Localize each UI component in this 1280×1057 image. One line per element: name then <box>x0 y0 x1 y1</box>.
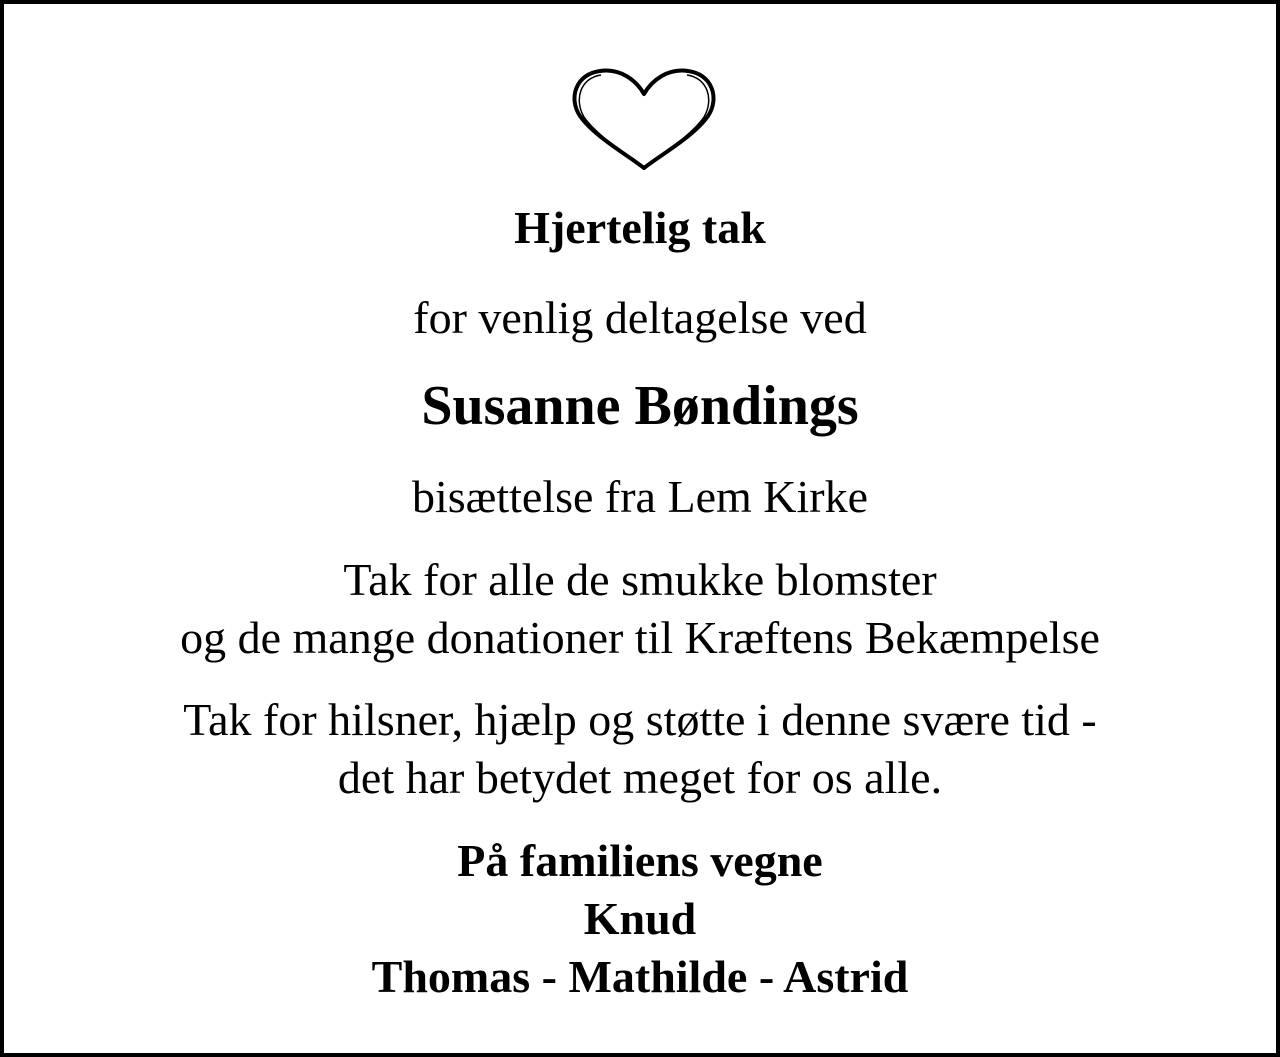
heart-icon <box>570 64 718 176</box>
flowers-line-1: Tak for alle de smukke blomster <box>343 554 937 605</box>
signature-line-2: Knud <box>583 893 697 944</box>
support-line-1: Tak for hilsner, hjælp og støtte i denne svære tid - <box>183 694 1097 745</box>
support-line-2: det har betydet meget for os alle. <box>337 752 943 803</box>
signature-line-1: På familiens vegne <box>457 835 823 886</box>
ceremony-line: bisættelse fra Lem Kirke <box>411 471 869 522</box>
deceased-name: Susanne Bøndings <box>421 375 859 437</box>
notice-subtitle: for venlig deltagelse ved <box>413 292 867 343</box>
signature-line-3: Thomas - Mathilde - Astrid <box>371 951 909 1002</box>
flowers-line-2: og de mange donationer til Kræftens Bekæmpelse <box>180 612 1100 663</box>
notice-heading: Hjertelig tak <box>514 202 766 253</box>
